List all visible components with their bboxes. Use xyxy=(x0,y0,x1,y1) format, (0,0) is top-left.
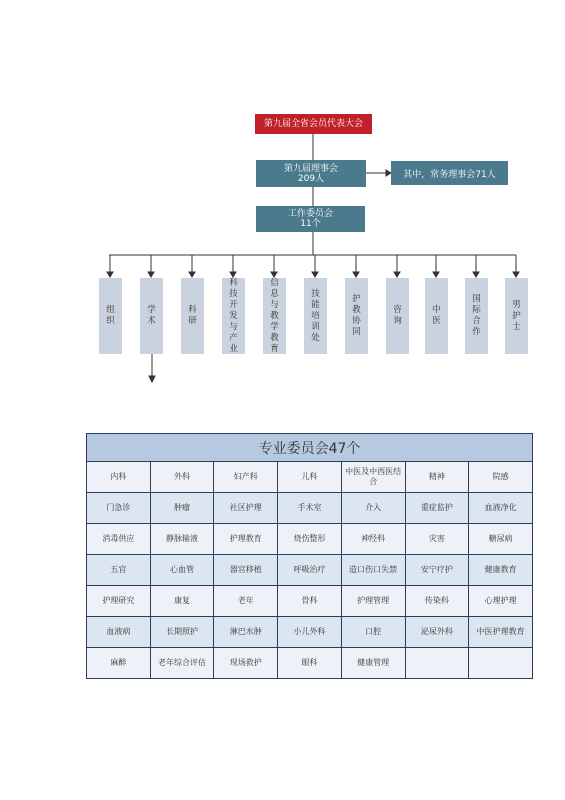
committee-cell: 心血管 xyxy=(150,555,214,586)
department-char: 协 xyxy=(352,316,361,326)
department-arrow xyxy=(230,272,236,277)
department-arrow xyxy=(394,272,400,277)
department-char: 织 xyxy=(106,316,115,326)
department-arrow xyxy=(473,272,479,277)
committee-cell: 造口伤口失禁 xyxy=(341,555,405,586)
committee-cell: 重症监护 xyxy=(405,493,469,524)
committee-cell: 灾害 xyxy=(405,524,469,555)
committee-cell: 院感 xyxy=(469,462,533,493)
committee-cell: 肿瘤 xyxy=(150,493,214,524)
department-char: 询 xyxy=(393,316,402,326)
committee-cell: 安宁疗护 xyxy=(405,555,469,586)
department-char: 作 xyxy=(472,327,481,337)
committee-cell xyxy=(469,648,533,679)
committee-cell: 心理护理 xyxy=(469,586,533,617)
congress-label: 第九届全省会员代表大会 xyxy=(263,119,363,129)
committee-cell: 口腔 xyxy=(341,617,405,648)
committee-cell: 内科 xyxy=(87,462,151,493)
department-char: 男 xyxy=(512,299,521,310)
department-char: 护 xyxy=(512,310,521,321)
department-char: 同 xyxy=(352,327,361,337)
committee-cell: 淋巴水肿 xyxy=(214,617,278,648)
committee-cell: 长期照护 xyxy=(150,617,214,648)
department-column xyxy=(505,278,528,354)
committee-row xyxy=(87,462,533,493)
council-box xyxy=(256,160,366,187)
standing-council-note xyxy=(391,161,508,185)
committee-cell: 糖尿病 xyxy=(469,524,533,555)
department-char: 组 xyxy=(106,305,115,315)
committee-cell: 老年综合评估 xyxy=(150,648,214,679)
committee-cell: 健康教育 xyxy=(469,555,533,586)
department-char: 开 xyxy=(229,299,238,310)
department-char: 合 xyxy=(472,316,481,326)
department-column xyxy=(345,278,368,354)
department-arrow xyxy=(189,272,195,277)
department-column xyxy=(425,278,448,354)
committee-cell: 妇产科 xyxy=(214,462,278,493)
work-committees-count: 11个 xyxy=(300,219,321,229)
work-committees-box xyxy=(256,206,365,232)
committee-cell: 消毒供应 xyxy=(87,524,151,555)
department-char: 学 xyxy=(147,305,156,315)
committee-table-title: 专业委员会47个 xyxy=(87,434,533,462)
department-arrow xyxy=(312,272,318,277)
committee-row xyxy=(87,648,533,679)
department-column xyxy=(465,278,488,354)
department-char: 发 xyxy=(229,310,238,321)
department-char: 术 xyxy=(147,316,156,326)
committee-cell: 小儿外科 xyxy=(278,617,342,648)
department-arrow xyxy=(433,272,439,277)
committee-cell: 儿科 xyxy=(278,462,342,493)
department-char: 研 xyxy=(188,316,197,326)
committee-cell: 骨科 xyxy=(278,586,342,617)
department-arrow xyxy=(148,272,154,277)
committee-row xyxy=(87,617,533,648)
department-char: 技 xyxy=(311,288,320,299)
committee-cell: 泌尿外科 xyxy=(405,617,469,648)
committee-cell: 康复 xyxy=(150,586,214,617)
committee-cell: 器官移植 xyxy=(214,555,278,586)
department-arrow xyxy=(271,272,277,277)
department-column xyxy=(181,278,204,354)
department-char: 教 xyxy=(352,305,361,315)
department-column xyxy=(263,278,286,354)
committee-cell: 静脉输液 xyxy=(150,524,214,555)
committee-cell: 烧伤整形 xyxy=(278,524,342,555)
department-column xyxy=(386,278,409,354)
committee-cell: 介入 xyxy=(341,493,405,524)
committee-cell: 精神 xyxy=(405,462,469,493)
department-char: 与 xyxy=(229,321,238,332)
committee-cell: 血液净化 xyxy=(469,493,533,524)
committee-row xyxy=(87,493,533,524)
department-char: 中 xyxy=(432,305,441,315)
department-char: 咨 xyxy=(393,305,402,315)
committee-cell: 护理教育 xyxy=(214,524,278,555)
department-column xyxy=(140,278,163,354)
department-char: 士 xyxy=(512,321,521,332)
department-char: 处 xyxy=(311,332,320,343)
department-column xyxy=(222,278,245,354)
committee-cell: 中医及中西医结合 xyxy=(341,462,405,493)
committee-row xyxy=(87,524,533,555)
congress-box xyxy=(255,114,372,134)
committee-cell: 眼科 xyxy=(278,648,342,679)
department-column xyxy=(304,278,327,354)
committee-cell: 护理管理 xyxy=(341,586,405,617)
department-arrow xyxy=(513,272,519,277)
department-char: 训 xyxy=(311,321,320,332)
department-char: 科 xyxy=(229,277,238,288)
department-char: 培 xyxy=(311,310,320,321)
committee-cell: 社区护理 xyxy=(214,493,278,524)
committee-row xyxy=(87,586,533,617)
department-char: 护 xyxy=(352,294,361,304)
committee-cell: 外科 xyxy=(150,462,214,493)
committee-cell: 麻醉 xyxy=(87,648,151,679)
committee-cell: 门急诊 xyxy=(87,493,151,524)
department-char: 息 xyxy=(270,288,279,299)
department-char: 业 xyxy=(229,343,238,354)
committee-cell: 现场救护 xyxy=(214,648,278,679)
department-char: 医 xyxy=(432,316,441,326)
department-char: 技 xyxy=(229,288,238,299)
committee-cell: 老年 xyxy=(214,586,278,617)
council-label: 第九届理事会 xyxy=(283,163,338,174)
department-char: 能 xyxy=(311,299,320,310)
committee-cell: 健康管理 xyxy=(341,648,405,679)
department-char: 教 xyxy=(270,310,279,321)
council-count: 209人 xyxy=(297,173,325,184)
committee-cell: 护理研究 xyxy=(87,586,151,617)
department-char: 际 xyxy=(472,305,481,315)
committee-cell: 传染科 xyxy=(405,586,469,617)
department-char: 产 xyxy=(229,332,238,343)
committee-cell: 中医护理教育 xyxy=(469,617,533,648)
committee-cell: 神经科 xyxy=(341,524,405,555)
department-column xyxy=(99,278,122,354)
department-char: 教 xyxy=(270,332,279,343)
department-arrow xyxy=(353,272,359,277)
department-char: 育 xyxy=(270,343,279,354)
committee-cell: 血液病 xyxy=(87,617,151,648)
department-char: 学 xyxy=(270,321,279,332)
work-committees-label: 工作委员会 xyxy=(287,209,333,219)
department-char: 科 xyxy=(188,305,197,315)
committee-cell xyxy=(405,648,469,679)
department-arrow xyxy=(107,272,113,277)
committee-cell: 五官 xyxy=(87,555,151,586)
standing-council-label: 其中，常务理事会71人 xyxy=(403,169,496,180)
committee-table xyxy=(86,433,533,679)
department-char: 国 xyxy=(472,294,481,304)
committee-cell: 呼吸治疗 xyxy=(278,555,342,586)
department-char: 与 xyxy=(270,299,279,310)
committee-row xyxy=(87,555,533,586)
department-char: 信 xyxy=(270,277,279,288)
committee-cell: 手术室 xyxy=(278,493,342,524)
